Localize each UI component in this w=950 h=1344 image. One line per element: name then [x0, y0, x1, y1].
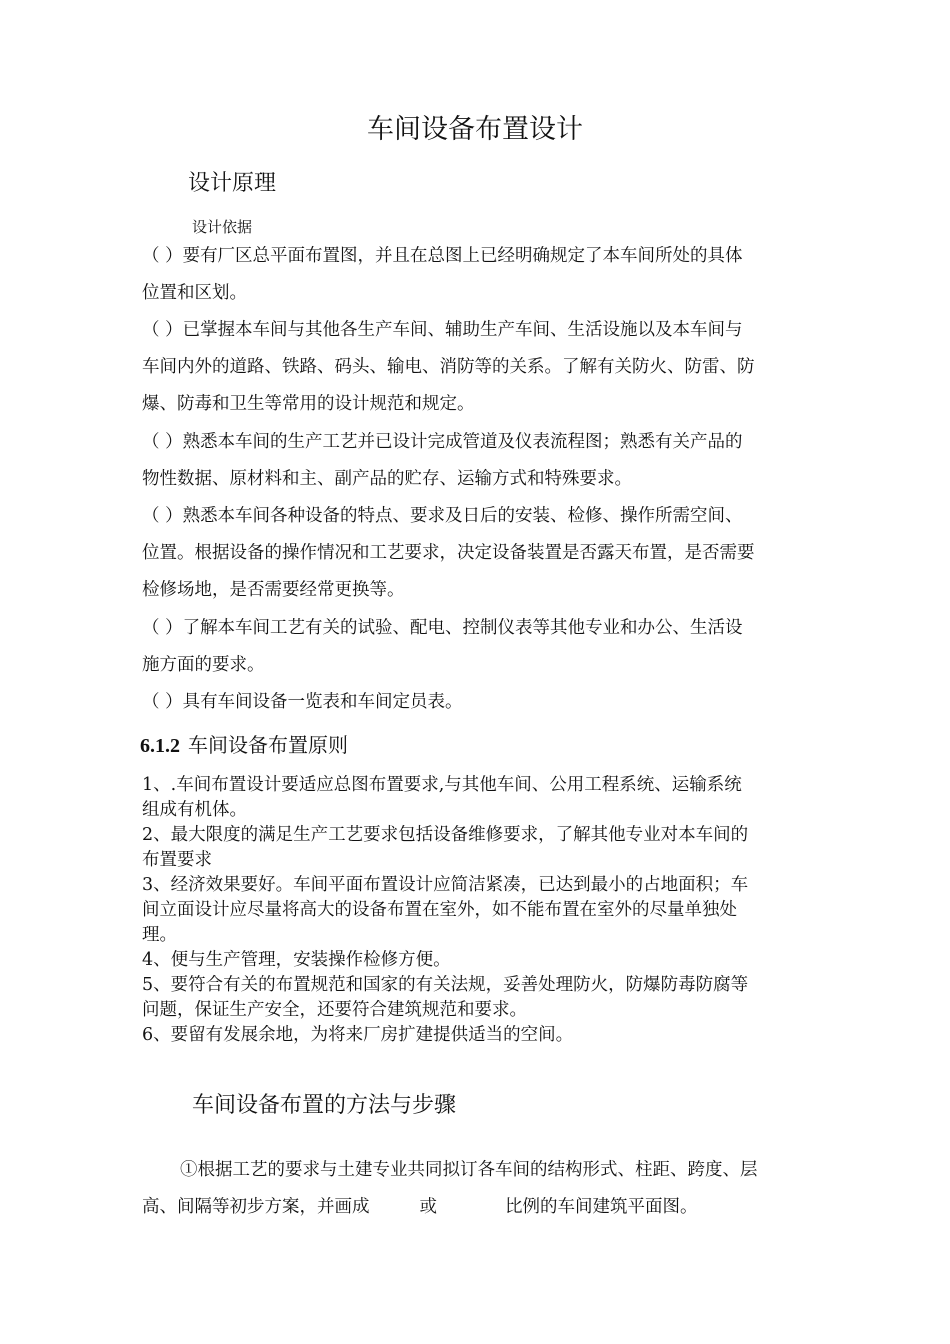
design-basis-line: （ ）了解本车间工艺有关的试验、配电、控制仪表等其他专业和办公、生活设: [142, 618, 743, 638]
principle-line: 6、要留有发展余地，为将来厂房扩建提供适当的空间。: [142, 1025, 574, 1045]
design-basis-item: [142, 424, 812, 498]
page-title: 车间设备布置设计: [367, 114, 583, 145]
design-basis-line: 位置。根据设备的操作情况和工艺要求，决定设备装置是否露天布置，是否需要: [142, 543, 755, 563]
methods-paragraph: [142, 1152, 812, 1226]
principle-line: 组成有机体。: [142, 800, 247, 820]
principle-line: 理。: [142, 925, 177, 945]
principle-line: 问题，保证生产安全，还要符合建筑规范和要求。: [142, 1000, 527, 1020]
design-basis-item: [142, 610, 812, 684]
design-basis-line: 施方面的要求。: [142, 655, 265, 675]
design-basis-line: （ ）要有厂区总平面布置图，并且在总图上已经明确规定了本车间所处的具体: [142, 246, 743, 266]
section-heading-methods: 车间设备布置的方法与步骤: [192, 1093, 457, 1118]
design-basis-line: 检修场地，是否需要经常更换等。: [142, 580, 405, 600]
principle-line: 3、经济效果要好。车间平面布置设计应简洁紧凑，已达到最小的占地面积；车: [142, 875, 749, 895]
design-basis-item: [142, 312, 812, 423]
principle-line: 布置要求: [142, 850, 212, 870]
design-basis-item: [142, 498, 812, 609]
methods-line: 高、间隔等初步方案，并画成 或 比例的车间建筑平面图。: [142, 1197, 698, 1217]
design-basis-line: （ ）具有车间设备一览表和车间定员表。: [142, 692, 463, 712]
layout-principles-list: [142, 773, 812, 1048]
design-basis-item: [142, 684, 812, 721]
design-basis-line: 位置和区划。: [142, 283, 247, 303]
methods-line: ①根据工艺的要求与土建专业共同拟订各车间的结构形式、柱距、跨度、层: [180, 1160, 758, 1180]
section-heading-layout-principles: [140, 730, 348, 761]
design-basis-line: 物性数据、原材料和主、副产品的贮存、运输方式和特殊要求。: [142, 469, 632, 489]
design-basis-item: [142, 238, 812, 312]
principle-line: 2、最大限度的满足生产工艺要求包括设备维修要求，了解其他专业对本车间的: [142, 825, 749, 845]
section-heading-text: 车间设备布置原则: [188, 733, 348, 757]
design-basis-line: （ ）熟悉本车间各种设备的特点、要求及日后的安装、检修、操作所需空间、: [142, 506, 743, 526]
principle-line: 1、.车间布置设计要适应总图布置要求,与其他车间、公用工程系统、运输系统: [142, 775, 742, 795]
design-basis-line: （ ）熟悉本车间的生产工艺并已设计完成管道及仪表流程图；熟悉有关产品的: [142, 432, 743, 452]
subheading-design-basis: 设计依据: [192, 218, 253, 236]
principle-line: 5、要符合有关的布置规范和国家的有关法规，妥善处理防火，防爆防毒防腐等: [142, 975, 749, 995]
design-basis-line: 车间内外的道路、铁路、码头、输电、消防等的关系。了解有关防火、防雷、防: [142, 357, 755, 377]
principle-line: 间立面设计应尽量将高大的设备布置在室外，如不能布置在室外的尽量单独处: [142, 900, 737, 920]
design-basis-line: （ ）已掌握本车间与其他各生产车间、辅助生产车间、生活设施以及本车间与: [142, 320, 743, 340]
design-basis-line: 爆、防毒和卫生等常用的设计规范和规定。: [142, 394, 475, 414]
section-number: 6.1.2: [140, 735, 180, 757]
section-heading-design-principle: 设计原理: [188, 171, 277, 196]
principle-line: 4、便与生产管理，安装操作检修方便。: [142, 950, 451, 970]
